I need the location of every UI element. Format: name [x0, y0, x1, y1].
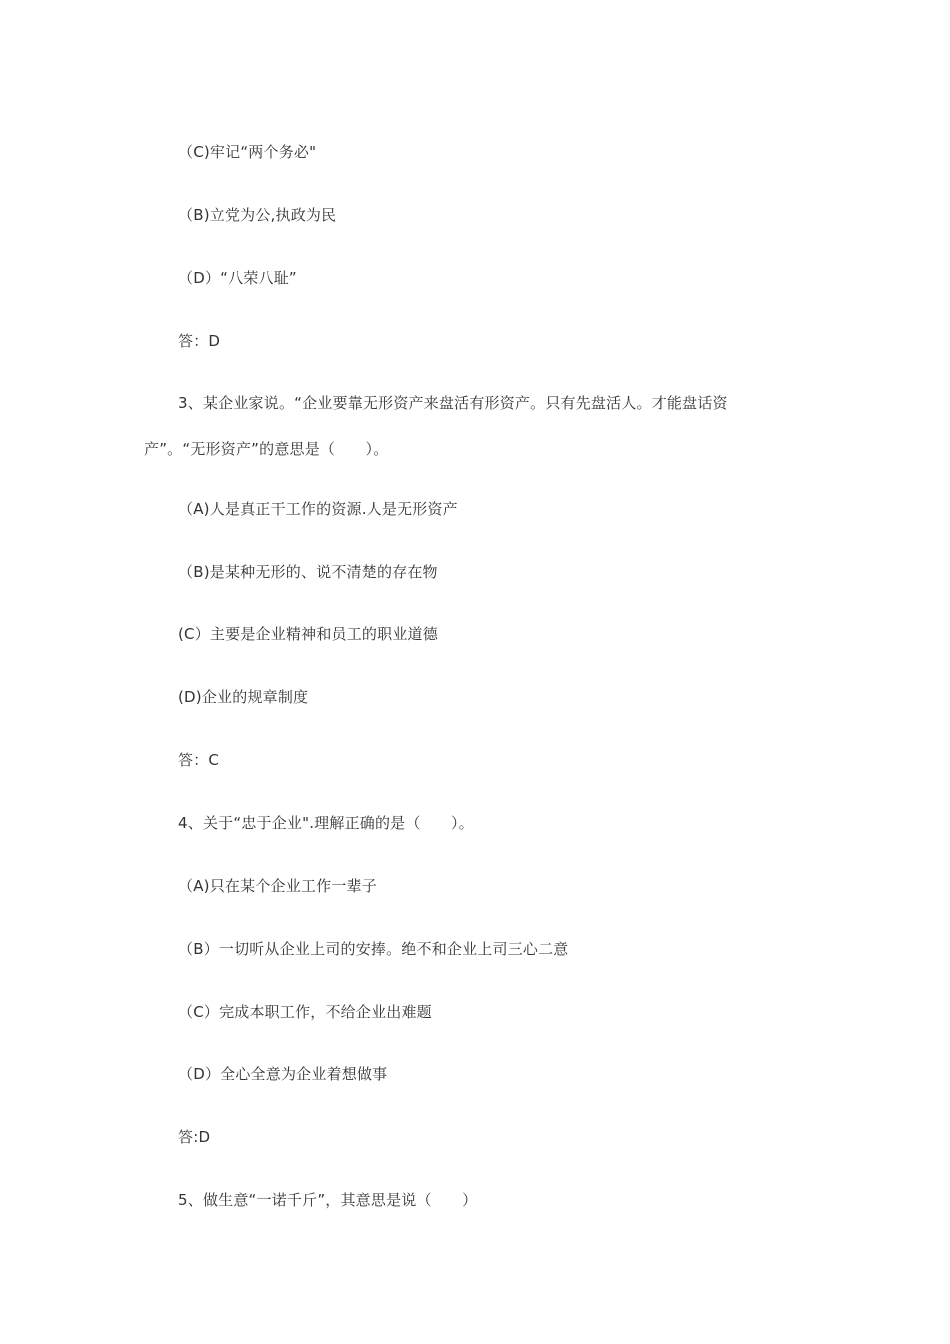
option-a-line: （A)人是真正干工作的资源.人是无形资产: [178, 500, 458, 518]
option-d-line: (D)企业的规章制度: [178, 688, 309, 706]
option-d-line: （D）全心全意为企业着想做事: [178, 1065, 388, 1083]
option-c-line: （C）完成本职工作，不给企业出难题: [178, 1003, 432, 1021]
question-3-line-1: 3、某企业家说。“企业要靠无形资产来盘活有形资产。只有先盘活人。才能盘话资: [178, 394, 728, 412]
option-c-line: （C)牢记“两个务必": [178, 143, 317, 161]
answer-line: 答：D: [178, 332, 221, 350]
answer-line: 答:D: [178, 1128, 211, 1146]
option-c-line: (C）主要是企业精神和员工的职业道德: [178, 625, 438, 643]
answer-line: 答：C: [178, 751, 220, 769]
option-d-line: （D）“八荣八耻”: [178, 269, 297, 287]
option-b-line: （B)是某种无形的、说不清楚的存在物: [178, 563, 438, 581]
option-b-line: （B）一切听从企业上司的安捧。绝不和企业上司三心二意: [178, 940, 569, 958]
option-b-line: （B)立党为公,执政为民: [178, 206, 337, 224]
question-3-line-2: 产”。“无形资产”的意思是（ ）。: [144, 440, 389, 458]
question-5-line: 5、做生意“一诺千斤”，其意思是说（ ）: [178, 1191, 478, 1209]
option-a-line: （A)只在某个企业工作一辈子: [178, 877, 377, 895]
question-4-line: 4、关于“忠于企业".理解正确的是（ ）。: [178, 814, 474, 832]
